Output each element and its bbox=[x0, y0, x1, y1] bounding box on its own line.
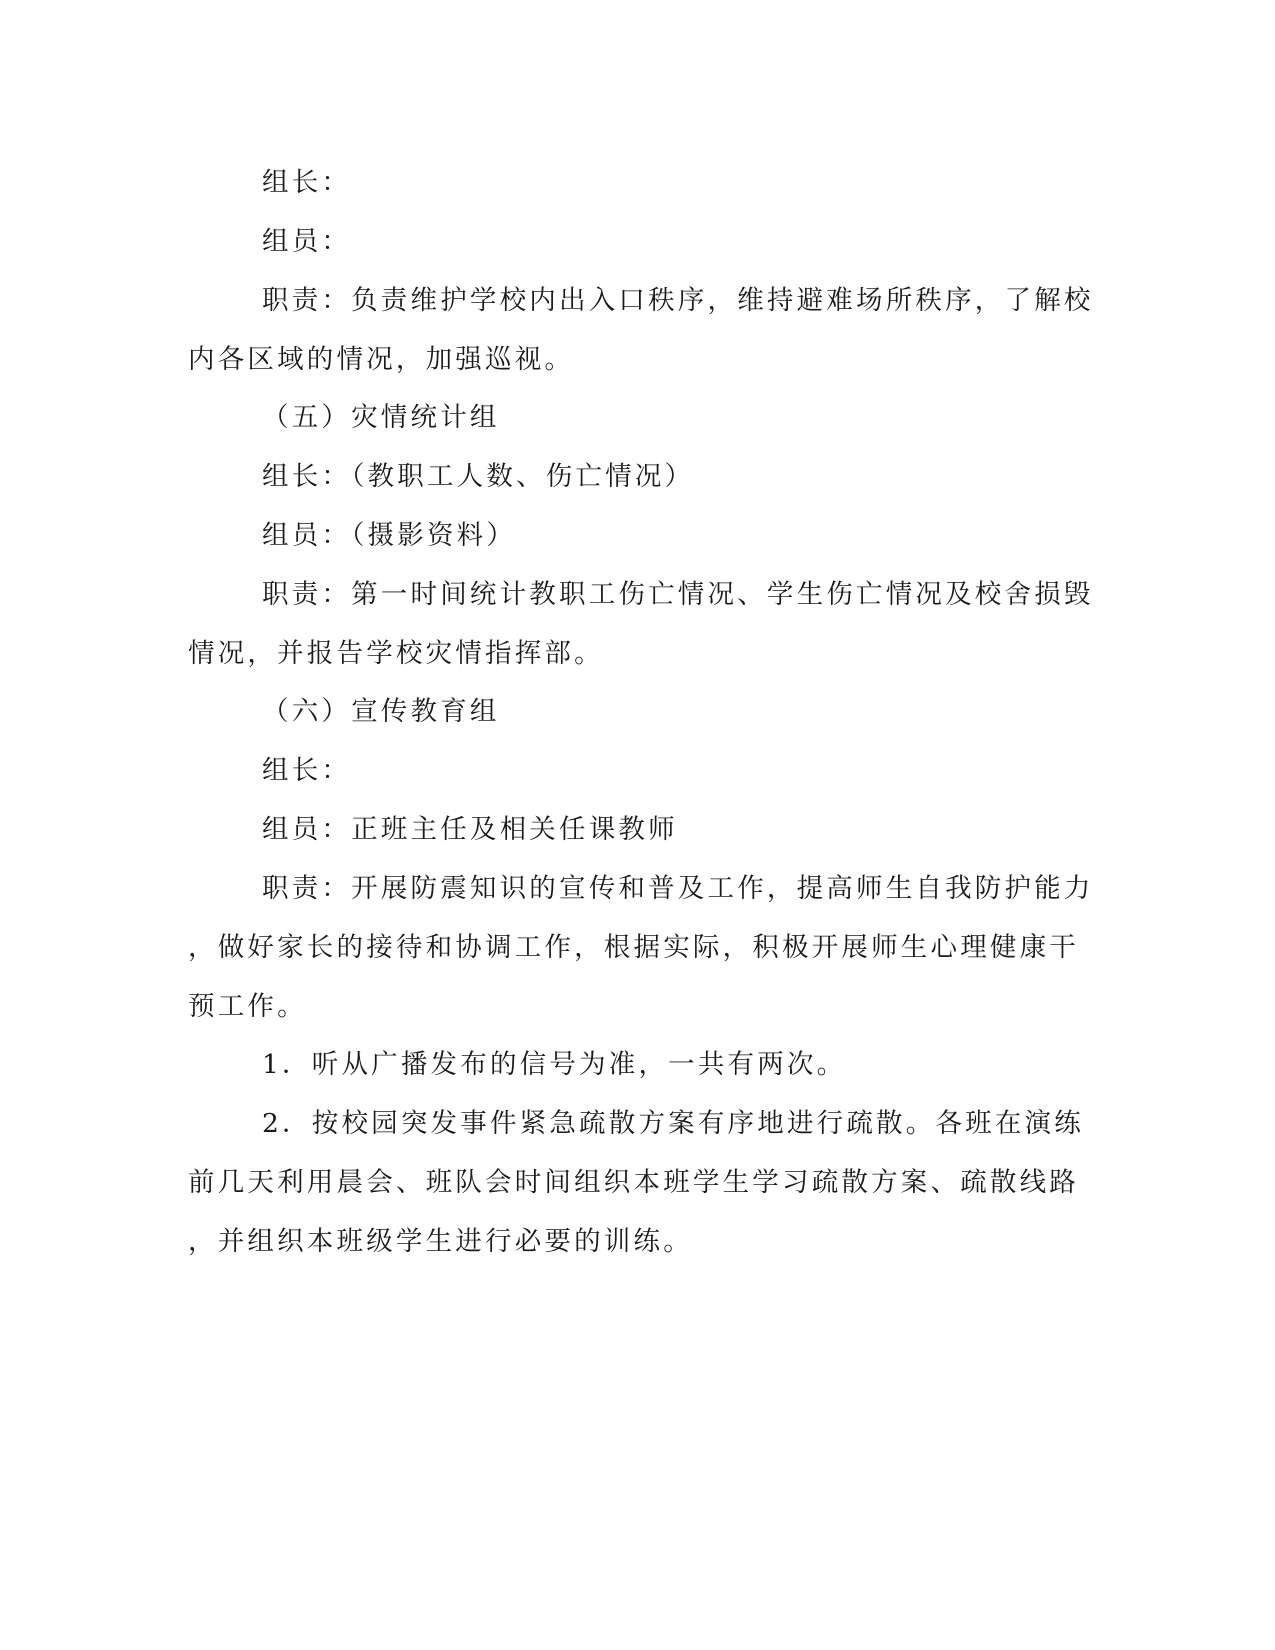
group-member-line: 组员：（摄影资料） bbox=[262, 520, 517, 551]
numbered-item: 1．听从广播发布的信号为准，一共有两次。 bbox=[262, 1049, 847, 1080]
numbered-item-continuation: 前几天利用晨会、班队会时间组织本班学生学习疏散方案、疏散线路 bbox=[188, 1167, 1079, 1198]
group-member-line: 组员： bbox=[262, 226, 352, 257]
section-heading: （五）灾情统计组 bbox=[262, 402, 500, 433]
duty-paragraph-line: 内各区域的情况，加强巡视。 bbox=[188, 344, 575, 375]
duty-paragraph-line: 情况，并报告学校灾情指挥部。 bbox=[188, 638, 604, 669]
duty-paragraph-line: 预工作。 bbox=[188, 991, 307, 1022]
group-leader-line: 组长： bbox=[262, 167, 352, 198]
duty-paragraph-line: 职责：负责维护学校内出入口秩序，维持避难场所秩序，了解校 bbox=[262, 285, 1094, 316]
section-heading: （六）宣传教育组 bbox=[262, 696, 500, 727]
duty-paragraph-line: ，做好家长的接待和协调工作，根据实际，积极开展师生心理健康干 bbox=[188, 932, 1079, 963]
numbered-item: 2．按校园突发事件紧急疏散方案有序地进行疏散。各班在演练 bbox=[262, 1108, 1084, 1139]
group-leader-line: 组长： bbox=[262, 755, 352, 786]
duty-paragraph-line: 职责：开展防震知识的宣传和普及工作，提高师生自我防护能力 bbox=[262, 873, 1094, 904]
group-member-line: 组员：正班主任及相关任课教师 bbox=[262, 814, 678, 845]
duty-paragraph-line: 职责：第一时间统计教职工伤亡情况、学生伤亡情况及校舍损毁 bbox=[262, 579, 1094, 610]
group-leader-line: 组长：（教职工人数、伤亡情况） bbox=[262, 461, 695, 492]
numbered-item-continuation: ，并组织本班级学生进行必要的训练。 bbox=[188, 1226, 693, 1257]
